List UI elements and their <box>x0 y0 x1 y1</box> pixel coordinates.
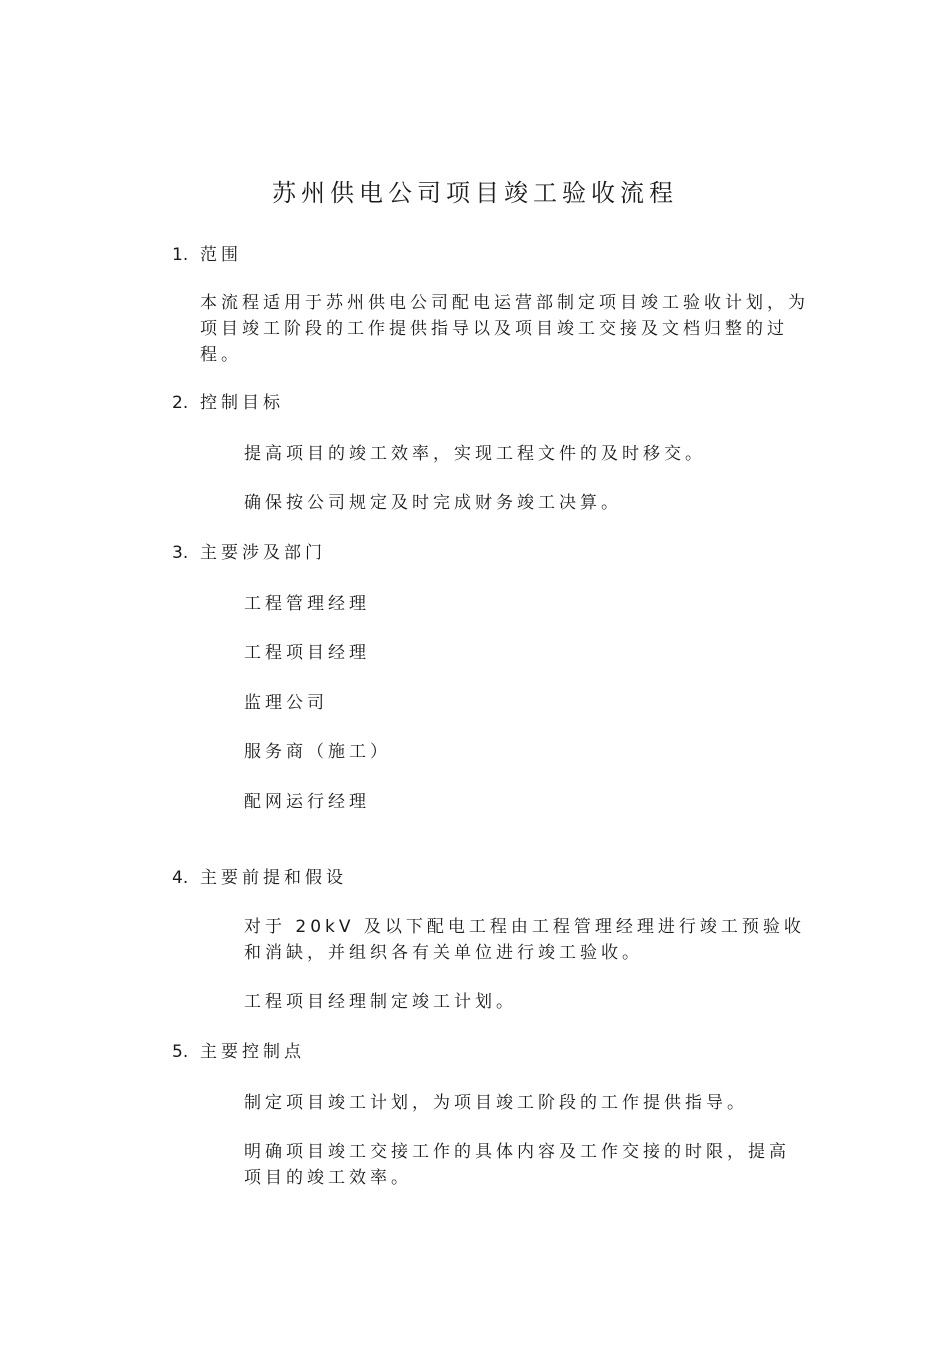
section-heading-5 <box>172 1039 305 1065</box>
section-paragraph: 提高项目的竣工效率，实现工程文件的及时移交。 <box>244 444 706 464</box>
section-paragraph: 明确项目竣工交接工作的具体内容及工作交接的时限，提高项目的竣工效率。 <box>244 1142 790 1188</box>
section-paragraph: 工程项目经理制定竣工计划。 <box>244 992 517 1012</box>
section-number: 1. <box>172 245 189 265</box>
section-paragraph: 本流程适用于苏州供电公司配电运营部制定项目竣工验收计划，为项目竣工阶段的工作提供指导以及项目竣工交接及文档归整的过程。 <box>200 293 809 365</box>
section-paragraph: 制定项目竣工计划，为项目竣工阶段的工作提供指导。 <box>244 1093 748 1113</box>
section-paragraph: 对于 20kV 及以下配电工程由工程管理经理进行竣工预验收和消缺，并组织各有关单位进行竣工验收。 <box>244 917 805 963</box>
section-title: 主要控制点 <box>200 1042 305 1062</box>
section-number: 4. <box>172 868 189 888</box>
section-heading-2 <box>172 390 284 416</box>
section-heading-3 <box>172 540 326 566</box>
list-item: 配网运行经理 <box>244 792 370 812</box>
section-title: 范围 <box>200 245 242 265</box>
list-item: 工程项目经理 <box>244 643 370 663</box>
section-title: 主要涉及部门 <box>200 543 326 563</box>
section-title: 主要前提和假设 <box>200 868 347 888</box>
section-number: 2. <box>172 393 189 413</box>
list-item: 服务商（施工） <box>244 742 391 762</box>
document-title: 苏州供电公司项目竣工验收流程 <box>272 179 678 207</box>
section-title: 控制目标 <box>200 393 284 413</box>
section-heading-1 <box>172 242 242 268</box>
section-number: 5. <box>172 1042 189 1062</box>
list-item: 工程管理经理 <box>244 594 370 614</box>
section-paragraph: 确保按公司规定及时完成财务竣工决算。 <box>244 493 622 513</box>
section-heading-4 <box>172 865 347 891</box>
section-number: 3. <box>172 543 189 563</box>
list-item: 监理公司 <box>244 693 328 713</box>
